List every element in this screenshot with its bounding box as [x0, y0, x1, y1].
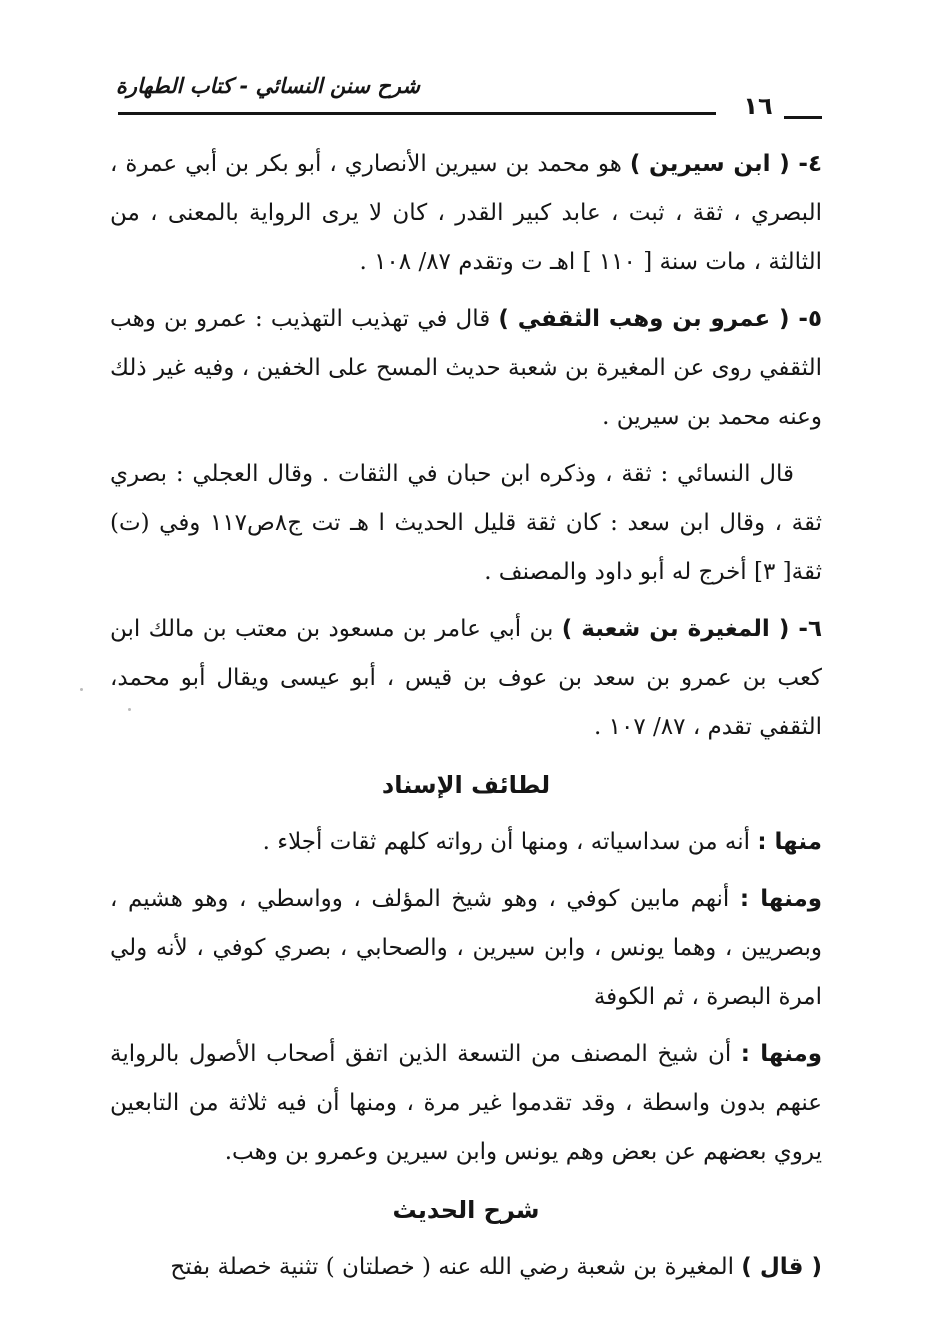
scan-speck [80, 688, 83, 691]
page-number: ١٦ [743, 92, 773, 120]
narrator-entry-ibn-sirin [110, 140, 822, 287]
isnad-point [110, 875, 822, 1022]
header-rule [118, 112, 716, 115]
narrator-entry-mughira [110, 605, 822, 752]
point-text: أنهم مابين كوفي ، وهو شيخ المؤلف ، وواسطي ، وهو هشيم ، وبصريين ، وهما يونس ، وابن سيرين ، والصحابي ، بصري كوفي ، لأنه ولي امرة البصرة ، ثم الكوفة [110, 886, 822, 1010]
entry-text: قال في تهذيب التهذيب : عمرو بن وهب الثقفي روى عن المغيرة بن شعبة حديث المسح على الخفين ، وفيه غير ذلك وعنه محمد بن سيرين . [110, 306, 822, 430]
narrator-entry-continuation [110, 450, 822, 597]
point-lead: ومنها : [740, 1041, 822, 1067]
scan-speck [128, 708, 131, 711]
entry-heading: ٥- ( عمرو بن وهب الثقفي ) [498, 306, 822, 332]
point-text: أن شيخ المصنف من التسعة الذين اتفق أصحاب الأصول بالرواية عنهم بدون واسطة ، وقد تقدموا غير مرة ، ومنها أن فيه ثلاثة من التابعين يروي بعضهم عن بعض وهم يونس وابن سيرين وعمرو بن وهب. [110, 1041, 822, 1165]
section-heading-isnad: لطائف الإسناد [381, 771, 551, 799]
point-lead: ومنها : [739, 886, 823, 912]
entry-heading: ٤- ( ابن سيرين ) [629, 151, 822, 177]
sharh-paragraph [110, 1243, 822, 1292]
sharh-text: المغيرة بن شعبة رضي الله عنه ( خصلتان ) تثنية خصلة بفتح [170, 1254, 742, 1280]
isnad-point [110, 1030, 822, 1177]
sharh-lead: ( قال ) [741, 1254, 822, 1280]
entry-heading: ٦- ( المغيرة بن شعبة ) [561, 616, 822, 642]
entry-text: قال النسائي : ثقة ، وذكره ابن حبان في الثقات . وقال العجلي : بصري ثقة ، وقال ابن سعد : كان ثقة قليل الحديث ا هـ تت ج٨ص١١٧ وفي (ت) ثقة[ ٣] أخرج له أبو داود والمصنف . [110, 461, 822, 585]
narrator-entry-amr-ibn-wahb [110, 295, 822, 442]
point-text: أنه من سداسياته ، ومنها أن رواته كلهم ثقات أجلاء . [262, 829, 758, 855]
section-heading-sharh: شرح الحديث [392, 1196, 540, 1224]
isnad-point [110, 818, 822, 867]
page-number-dash [784, 116, 822, 119]
entry-text: بن أبي عامر بن مسعود بن معتب بن مالك ابن كعب بن عمرو بن سعد بن عوف بن قيس ، أبو عيسى ويقال أبو محمد، الثقفي تقدم ، ٨٧/ ١٠٧ . [110, 616, 822, 740]
point-lead: منها : [757, 829, 822, 855]
running-title: شرح سنن النسائي - كتاب الطهارة [115, 74, 420, 98]
body-text [110, 140, 822, 1300]
entry-text: هو محمد بن سيرين الأنصاري ، أبو بكر بن أبي عمرة ، البصري ، ثقة ، ثبت ، عابد كبير القدر ، كان لا يرى الرواية بالمعنى ، من الثالثة ، مات سنة [ ١١٠ ] اهـ ت وتقدم ٨٧/ ١٠٨ . [110, 151, 822, 275]
